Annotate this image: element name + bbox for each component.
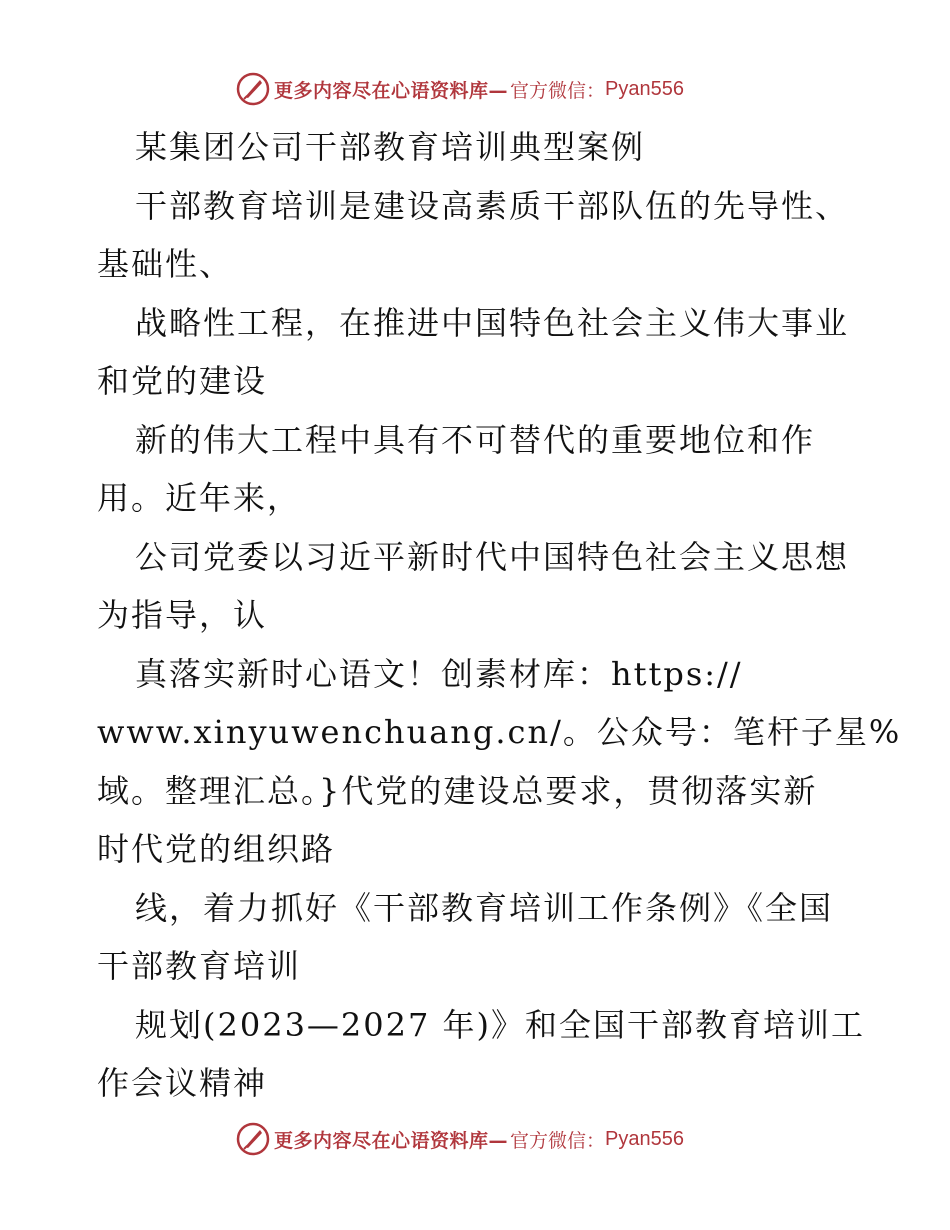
footer-banner (236, 1122, 684, 1156)
paragraph-line: 为指导，认 (97, 596, 268, 634)
document-title: 某集团公司干部教育培训典型案例 (135, 128, 646, 166)
header-banner (236, 72, 684, 106)
banner-wechat-label: 官方微信： (510, 79, 606, 102)
paragraph-line: 基础性、 (97, 245, 234, 283)
banner-brand-text: 更多内容尽在心语资料库— (274, 1129, 509, 1152)
paragraph-line: 干部教育培训是建设高素质干部队伍的先导性、 (135, 187, 850, 225)
paragraph-line: 公司党委以习近平新时代中国特色社会主义思想 (135, 538, 850, 576)
paragraph-line: 干部教育培训 (97, 947, 302, 985)
paragraph-line: 作会议精神 (97, 1064, 268, 1102)
paragraph-line: 真落实新时心语文！创素材库：https:// (135, 655, 743, 693)
banner-wechat-handle: Pyan556 (605, 77, 684, 100)
paragraph-line: www.xinyuwenchuang.cn/。公众号：笔杆子星% (97, 713, 902, 751)
banner-brand-text: 更多内容尽在心语资料库— (274, 79, 509, 102)
paragraph-line: 战略性工程，在推进中国特色社会主义伟大事业 (135, 304, 850, 342)
paragraph-line: 新的伟大工程中具有不可替代的重要地位和作 (135, 421, 816, 459)
quill-logo-icon (236, 72, 270, 106)
banner-wechat-handle: Pyan556 (605, 1127, 684, 1150)
paragraph-line: 和党的建设 (97, 362, 268, 400)
paragraph-line: 用。近年来， (97, 479, 302, 517)
paragraph-line: 规划(2023—2027 年)》和全国干部教育培训工 (135, 1006, 866, 1044)
paragraph-line: 线，着力抓好《干部教育培训工作条例》《全国 (135, 889, 834, 927)
banner-wechat-label: 官方微信： (510, 1129, 606, 1152)
quill-logo-icon (236, 1122, 270, 1156)
paragraph-line: 域。整理汇总。}代党的建设总要求，贯彻落实新 (97, 772, 818, 810)
paragraph-line: 时代党的组织路 (97, 830, 336, 868)
